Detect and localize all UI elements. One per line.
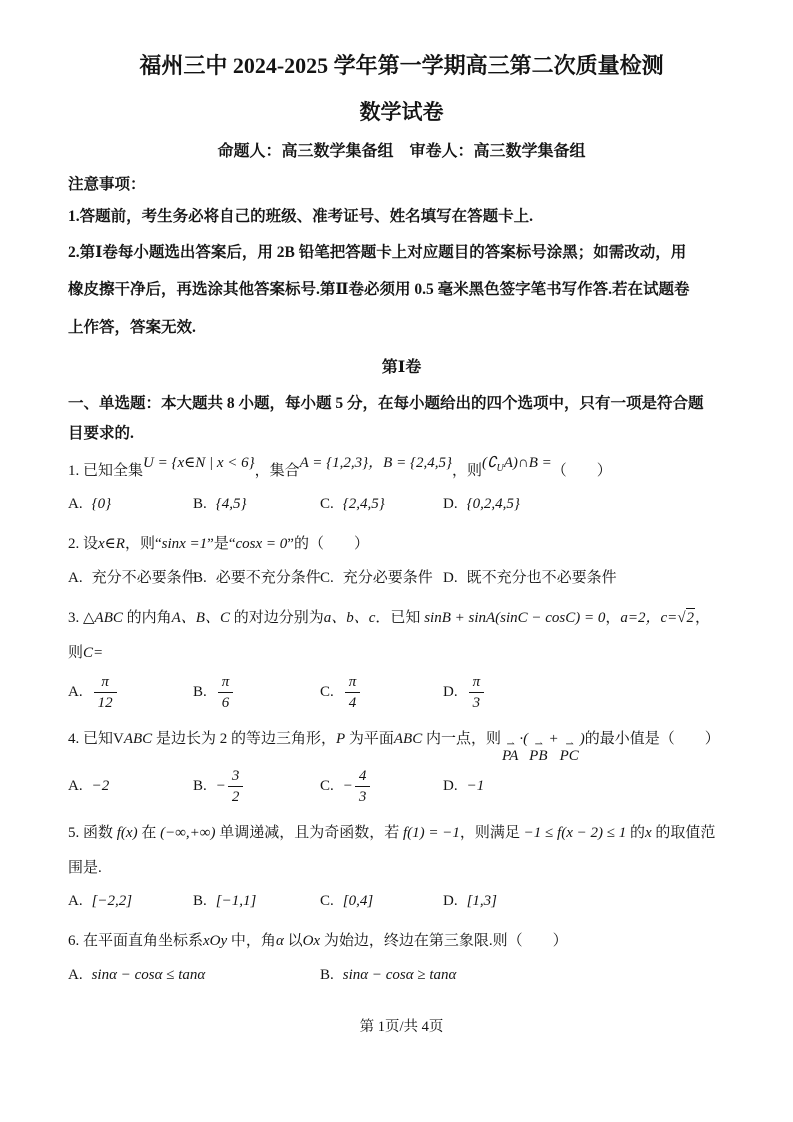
option-label: B. <box>193 893 207 910</box>
math-segment: $\frac{\pi}{6}$ <box>218 673 234 712</box>
text-segment: 则 <box>68 644 84 661</box>
text-segment: 的对边分别为 <box>229 609 324 626</box>
text-segment: 单调递减，且为奇函数，若 <box>215 824 403 841</box>
question-2 <box>68 527 735 592</box>
option-value <box>343 496 385 512</box>
text-segment: 6. 在平面直角坐标系 <box>68 933 204 950</box>
option-c <box>320 671 443 714</box>
math-segment: {0,2,4,5} <box>466 496 520 513</box>
text-segment: 2. 设 <box>68 536 99 553</box>
option-a <box>68 489 193 519</box>
math-segment: − <box>215 777 226 794</box>
option-label: D. <box>443 684 458 701</box>
math-segment: U <box>496 463 504 475</box>
option-label: B. <box>193 496 207 513</box>
text-segment: ”是“ <box>207 536 236 553</box>
option-value <box>216 893 257 909</box>
question-3-options <box>68 671 735 714</box>
math-segment: $\frac{4}{3}$ <box>355 767 371 806</box>
text-segment: ， <box>605 609 621 626</box>
text-segment: 1. 已知全集 <box>68 463 144 480</box>
math-segment: P <box>335 731 346 748</box>
option-value <box>92 778 110 794</box>
text-segment: ，则“ <box>124 536 162 553</box>
text-segment: 的最小值是（ ） <box>584 731 720 748</box>
text-segment: 内一点，则 <box>422 731 501 748</box>
option-b <box>193 489 320 519</box>
question-5-stem <box>68 816 735 887</box>
option-c <box>320 489 443 519</box>
byline: 命题人：高三数学集备组 审卷人：高三数学集备组 <box>217 143 586 161</box>
text-segment: ．已知 <box>375 609 425 626</box>
question-2-stem <box>68 527 735 562</box>
question-1 <box>68 454 735 519</box>
question-3 <box>68 601 735 715</box>
question-4-stem <box>68 722 735 765</box>
question-6 <box>68 924 735 989</box>
math-segment: sinx =1 <box>161 536 208 553</box>
question-4-options <box>68 765 735 808</box>
text-segment: （ ） <box>551 463 612 480</box>
option-value <box>342 767 373 805</box>
text-segment: 的 <box>626 824 645 841</box>
text-line <box>68 527 735 562</box>
math-segment: −1 <box>466 778 485 795</box>
math-segment: a=2，c= <box>620 609 678 626</box>
math-segment: ABC <box>393 731 423 748</box>
text-segment: 是边长为 2 的等边三角形， <box>152 731 336 748</box>
text-line <box>68 924 735 959</box>
notice-item-1: 1.答题前，考生务必将自己的班级、准考证号、姓名填写在答题卡上. <box>68 208 534 226</box>
question-3-stem <box>68 601 735 672</box>
option-label: B. <box>193 777 207 794</box>
math-segment: {0} <box>91 496 112 513</box>
option-label: B. <box>320 966 334 983</box>
math-segment: − <box>342 777 353 794</box>
text-segment: 为平面 <box>345 731 394 748</box>
question-6-stem <box>68 924 735 959</box>
option-value <box>92 674 119 712</box>
math-segment: $\frac{\pi}{3}$ <box>469 673 485 712</box>
page-number: 第 1页/共 4页 <box>359 1018 444 1035</box>
option-c <box>320 563 443 593</box>
math-segment: (−∞,+∞) <box>160 824 216 841</box>
text-segment: ”的（ ） <box>287 536 369 553</box>
question-2-options <box>68 563 735 593</box>
section-instruction <box>68 389 735 448</box>
option-value <box>343 967 457 983</box>
instruction-line: 目要求的. <box>68 424 134 442</box>
math-segment: {4,5} <box>215 496 247 513</box>
instruction-line: 一、单选题：本大题共 8 小题，每小题 5 分，在每小题给出的四个选项中，只有一项是符合题 <box>68 395 704 413</box>
option-c <box>320 765 443 808</box>
text-line <box>68 454 735 489</box>
option-b <box>193 886 320 916</box>
option-a <box>68 771 193 801</box>
page-title: 福州三中 2024-2025 学年第一学期高三第二次质量检测 <box>139 53 664 78</box>
math-segment: A = {1,2,3}，B = {2,4,5} <box>299 455 452 472</box>
text-segment: 为始边，终边在第三象限.则（ ） <box>320 933 568 950</box>
option-label: A. <box>68 496 83 513</box>
option-value <box>216 570 321 586</box>
option-value <box>92 967 206 983</box>
option-label: C. <box>320 684 334 701</box>
text-line <box>68 601 735 636</box>
option-value <box>467 893 497 909</box>
option-b <box>193 563 320 593</box>
math-segment: −2 <box>91 778 110 795</box>
option-c <box>320 886 443 916</box>
option-d <box>443 771 735 801</box>
math-segment: α <box>275 933 284 950</box>
math-segment: √2 <box>677 609 695 626</box>
option-label: D. <box>443 778 458 795</box>
math-segment: [0,4] <box>342 893 374 910</box>
math-segment: Ox <box>302 933 321 950</box>
option-label: C. <box>320 777 334 794</box>
question-5-options <box>68 886 735 916</box>
math-segment: [−1,1] <box>215 893 257 910</box>
option-b <box>193 671 320 714</box>
math-segment: C= <box>83 644 104 661</box>
option-label: A. <box>68 569 83 586</box>
text-line <box>68 816 735 851</box>
notice-line: 2.第Ⅰ卷每小题选出答案后，用 2B 铅笔把答题卡上对应题目的答案标号涂黑；如需改动，用 <box>68 243 687 261</box>
math-segment: $\frac{\pi}{4}$ <box>345 673 361 712</box>
option-label: A. <box>68 893 83 910</box>
math-segment: a、b、c <box>323 609 376 626</box>
math-segment: f(1) = −1 <box>403 824 460 841</box>
text-segment: 的内角 <box>122 609 172 626</box>
text-segment: 围是. <box>68 860 102 877</box>
math-segment: sinB + sinA(sinC − cosC) = 0 <box>424 609 606 626</box>
math-segment: △ABC <box>83 609 123 626</box>
text-segment: ，则满足 <box>459 824 524 841</box>
option-a <box>68 671 193 714</box>
text-segment: 既不充分也不必要条件 <box>466 569 617 586</box>
math-segment: ·( <box>519 731 529 748</box>
option-a <box>68 886 193 916</box>
question-5 <box>68 816 735 917</box>
option-value <box>92 496 112 512</box>
option-a <box>68 563 197 593</box>
question-1-options <box>68 489 735 519</box>
question-1-stem <box>68 454 735 489</box>
text-segment: ， <box>695 609 711 626</box>
math-segment: xOy <box>203 933 228 950</box>
option-label: C. <box>320 893 334 910</box>
option-value <box>215 767 246 805</box>
option-d <box>443 563 735 593</box>
option-value <box>467 570 617 586</box>
notices-heading: 注意事项： <box>68 175 146 193</box>
text-segment: 5. 函数 <box>68 824 117 841</box>
math-segment: $\frac{3}{2}$ <box>228 767 244 806</box>
notice-line: 橡皮擦干净后，再选涂其他答案标号.第Ⅱ卷必须用 0.5 毫米黑色签字笔书写作答.若在试题卷 <box>68 281 690 299</box>
math-segment: A)∩B = <box>503 455 552 472</box>
option-value <box>343 570 433 586</box>
text-segment: 必要不充分条件 <box>215 569 321 586</box>
text-segment: 充分不必要条件 <box>91 569 197 586</box>
text-segment: ，则 <box>451 463 482 480</box>
option-value <box>467 674 487 712</box>
question-6-options <box>68 960 735 990</box>
text-segment: 在 <box>137 824 161 841</box>
notice-item-2 <box>68 234 735 347</box>
option-label: A. <box>68 966 83 983</box>
option-d <box>443 886 735 916</box>
math-segment: ⇀ PA <box>502 739 519 765</box>
math-segment: sinα − cosα ≥ tanα <box>342 966 457 983</box>
option-label: A. <box>68 684 83 701</box>
option-value <box>216 496 247 512</box>
math-segment: sinα − cosα ≤ tanα <box>91 966 206 983</box>
page-subtitle: 数学试卷 <box>359 99 444 124</box>
option-label: B. <box>193 684 207 701</box>
option-d <box>443 489 735 519</box>
option-value <box>216 674 236 712</box>
math-segment: −1 ≤ f(x − 2) ≤ 1 <box>523 824 627 841</box>
option-value <box>343 674 363 712</box>
option-d <box>443 671 735 714</box>
math-segment: x∈R <box>98 536 125 553</box>
text-segment: 3. <box>68 609 83 626</box>
option-label: C. <box>320 569 334 586</box>
math-segment: ⇀ PB <box>529 739 548 765</box>
text-line <box>68 722 735 765</box>
text-segment: ，集合 <box>254 463 300 480</box>
question-4 <box>68 722 735 808</box>
option-label: D. <box>443 496 458 513</box>
option-label: D. <box>443 569 458 586</box>
math-segment: (∁ <box>481 455 497 472</box>
notices-section <box>68 169 735 347</box>
text-segment: 中，角 <box>227 933 276 950</box>
option-label: A. <box>68 778 83 795</box>
text-line <box>68 636 735 671</box>
option-value <box>467 496 520 512</box>
math-segment: U = {x∈N | x < 6} <box>143 455 255 472</box>
math-segment: cosx = 0 <box>235 536 288 553</box>
text-segment: 充分必要条件 <box>342 569 433 586</box>
math-segment: [1,3] <box>466 893 498 910</box>
text-segment: 以 <box>283 933 303 950</box>
option-value <box>467 778 485 794</box>
option-label: C. <box>320 496 334 513</box>
math-segment: [−2,2] <box>91 893 133 910</box>
text-segment: 的取值范 <box>651 824 716 841</box>
math-segment: A、B、C <box>171 609 230 626</box>
section-heading: 第Ⅰ卷 <box>381 359 422 377</box>
math-segment: {2,4,5} <box>342 496 385 513</box>
math-segment: $\frac{\pi}{12}$ <box>94 673 117 712</box>
math-segment: + <box>548 731 559 748</box>
option-b <box>320 960 735 990</box>
option-label: D. <box>443 893 458 910</box>
math-segment: ⇀ PC <box>559 739 579 765</box>
option-value <box>343 893 373 909</box>
math-segment: ABC <box>123 731 153 748</box>
notice-line: 上作答，答案无效. <box>68 318 196 336</box>
math-segment: ) <box>579 731 585 748</box>
math-segment: f(x) <box>116 824 138 841</box>
option-a <box>68 960 320 990</box>
option-value <box>92 893 133 909</box>
option-b <box>193 765 320 808</box>
option-value <box>92 570 197 586</box>
text-line <box>68 851 735 886</box>
option-label: B. <box>193 569 207 586</box>
math-segment: x <box>644 824 652 841</box>
text-segment: 4. 已知V <box>68 731 124 748</box>
